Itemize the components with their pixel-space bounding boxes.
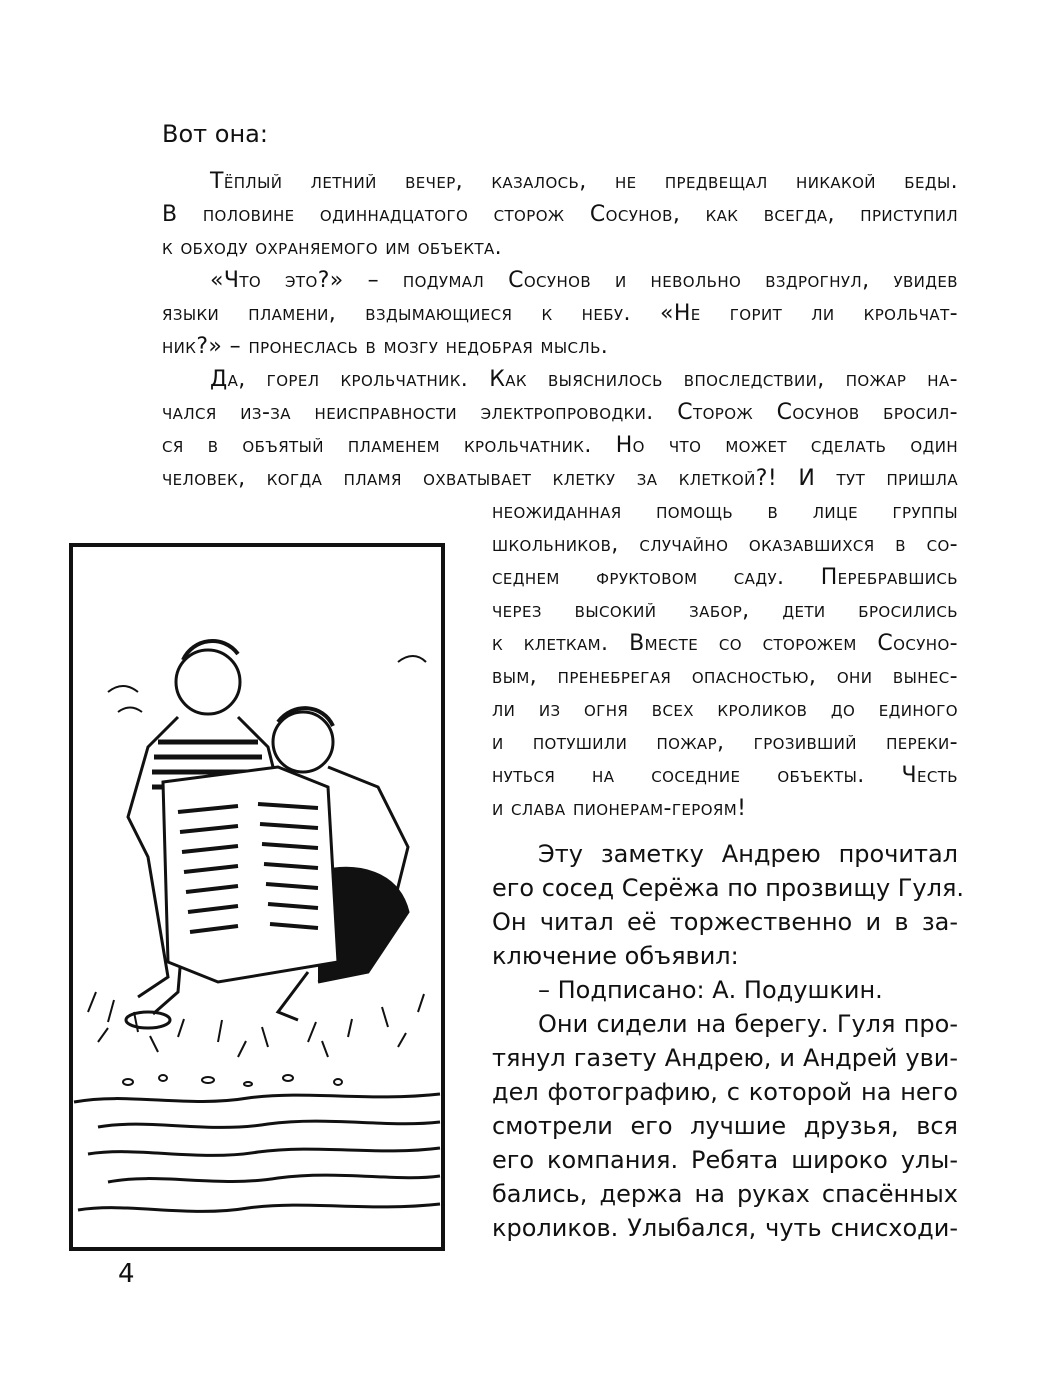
note-line: чался из-за неисправности электропроводки. Сторож Сосунов бросил- xyxy=(162,400,958,425)
note-line: ли из огня всех кроликов до единого xyxy=(492,697,958,722)
body-line: смотрели его лучшие друзья, вся xyxy=(492,1112,958,1140)
note-line: через высокий забор, дети бросились xyxy=(492,598,958,623)
intro-line: Вот она: xyxy=(162,120,268,148)
note-line: языки пламени, вздымающиеся к небу. «Не горит ли крольчат- xyxy=(162,301,958,326)
shore-pebbles xyxy=(123,1075,342,1086)
body-line: ключение объявил: xyxy=(492,942,739,970)
illustration-boys-reading-newspaper xyxy=(68,542,446,1252)
body-line: его компания. Ребята широко улы- xyxy=(492,1146,958,1174)
note-line: «Что это?» – подумал Сосунов и невольно вздрогнул, увидев xyxy=(210,268,958,293)
note-line: Тёплый летний вечер, казалось, не предвещал никакой беды. xyxy=(210,169,958,194)
body-line: его сосед Серёжа по прозвищу Гуля. xyxy=(492,874,965,902)
note-line: к обходу охраняемого им объекта. xyxy=(162,235,503,260)
note-line: нуться на соседние объекты. Честь xyxy=(492,763,958,788)
note-line: неожиданная помощь в лице группы xyxy=(492,499,958,524)
body-line: Он читал её торжественно и в за- xyxy=(492,908,958,936)
water-waves xyxy=(74,1094,440,1211)
body-line: дел фотографию, с которой на него xyxy=(492,1078,958,1106)
foliage xyxy=(108,656,426,712)
note-line: ник?» – пронеслась в мозгу недобрая мысль. xyxy=(162,334,609,359)
body-line: кроликов. Улыбался, чуть снисходи- xyxy=(492,1214,958,1242)
note-line: и слава пионерам-героям! xyxy=(492,796,747,821)
note-line: к клеткам. Вместе со сторожем Сосуно- xyxy=(492,631,958,656)
note-line: человек, когда пламя охватывает клетку за клеткой?! И тут пришла xyxy=(162,466,958,491)
newspaper xyxy=(163,767,338,982)
note-line: Да, горел крольчатник. Как выяснилось впоследствии, пожар на- xyxy=(210,367,958,392)
note-line: В половине одиннадцатого сторож Сосунов, как всегда, приступил xyxy=(162,202,958,227)
body-line: Они сидели на берегу. Гуля про- xyxy=(538,1010,958,1038)
note-line: вым, пренебрегая опасностью, они вынес- xyxy=(492,664,958,689)
note-line: школьников, случайно оказавшихся в со- xyxy=(492,532,958,557)
body-line: – Подписано: А. Подушкин. xyxy=(538,976,883,1004)
body-line: Эту заметку Андрею прочитал xyxy=(538,840,958,868)
note-line: и потушили пожар, грозивший переки- xyxy=(492,730,958,755)
note-line: седнем фруктовом саду. Перебравшись xyxy=(492,565,958,590)
body-line: тянул газету Андрею, и Андрей уви- xyxy=(492,1044,958,1072)
note-line: ся в объятый пламенем крольчатник. Но что может сделать один xyxy=(162,433,958,458)
grass xyxy=(88,992,424,1057)
body-line: бались, держа на руках спасённых xyxy=(492,1180,958,1208)
page-number: 4 xyxy=(118,1259,135,1289)
